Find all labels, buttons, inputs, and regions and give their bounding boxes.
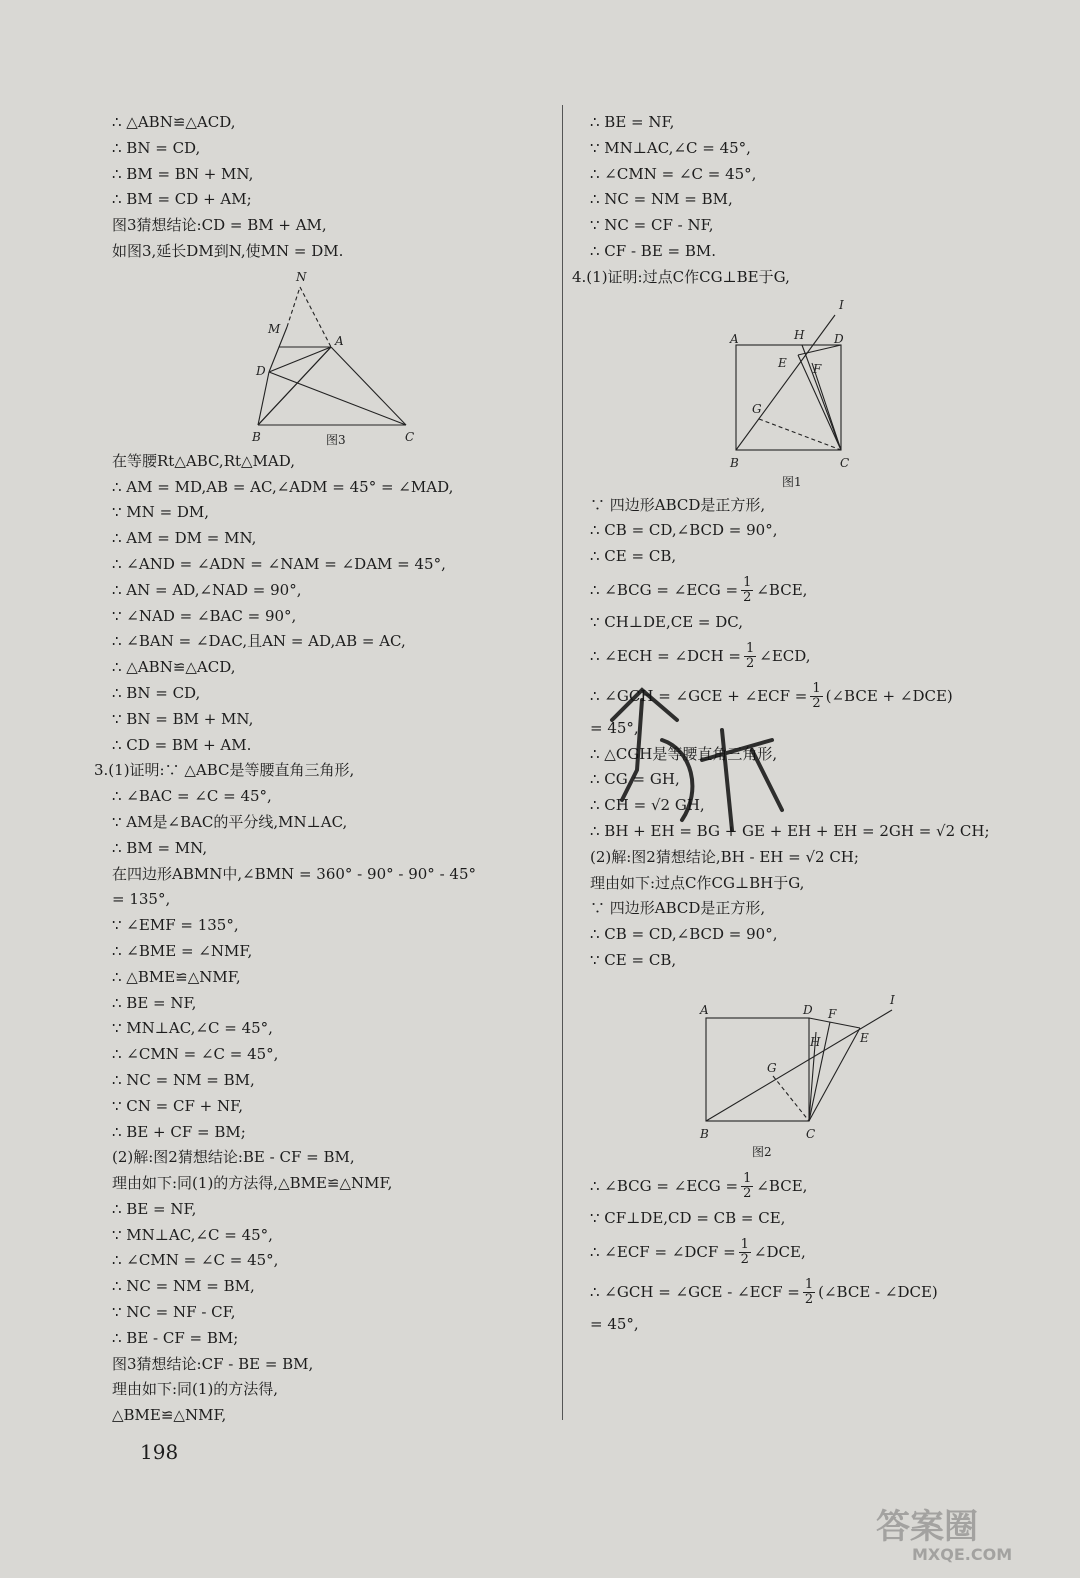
eq2-pre: ∴ ∠ECH = ∠DCH = — [590, 646, 741, 665]
fig3-label-m: M — [268, 321, 281, 336]
figure-2-diagram — [692, 986, 902, 1164]
text-line: ∴ BE = NF, — [112, 993, 197, 1012]
fig2-caption: 图2 — [752, 1144, 772, 1159]
fig1-label-a: A — [730, 331, 739, 346]
eq6-num: 1 — [804, 1277, 814, 1293]
text-line: ∵ NC = NF - CF, — [112, 1303, 236, 1322]
text-line: ∴ BH + EH = BG + GE + EH + EH = 2GH = √2 CH; — [590, 821, 990, 840]
fig3-label-b: B — [252, 429, 261, 444]
eq6-pre: ∴ ∠GCH = ∠GCE - ∠ECF = — [590, 1282, 800, 1301]
right-lines-a — [572, 110, 1032, 265]
eq3-den: 2 — [812, 696, 821, 712]
fig1-label-g: G — [752, 401, 762, 416]
figure-1-diagram — [722, 293, 872, 491]
line-end: = 45°, — [590, 1314, 639, 1333]
text-line: 理由如下:同(1)的方法得, — [112, 1380, 279, 1399]
eq5-fraction — [739, 1238, 751, 1267]
text-line: 图3猜想结论:CF - BE = BM, — [112, 1354, 314, 1373]
text-line: ∴ CF - BE = BM. — [590, 241, 717, 260]
text-line: ∵ 四边形ABCD是正方形, — [590, 899, 766, 918]
eq1-fraction — [741, 576, 753, 605]
text-line: ∴ ∠CMN = ∠C = 45°, — [112, 1045, 279, 1064]
eq1-post: ∠BCE, — [756, 580, 808, 599]
text-line: ∴ ∠BME = ∠NMF, — [112, 941, 253, 960]
eq1-pre: ∴ ∠BCG = ∠ECG = — [590, 580, 739, 599]
text-line: ∵ BN = BM + MN, — [112, 709, 254, 728]
eq4-fraction — [741, 1172, 753, 1201]
equation-5 — [572, 1232, 1032, 1272]
text-line: ∵ MN⊥AC,∠C = 45°, — [112, 1225, 273, 1244]
fig3-label-a: A — [335, 333, 344, 348]
text-line: ∴ CD = BM + AM. — [112, 735, 252, 754]
text-line: ∵ MN⊥AC,∠C = 45°, — [590, 138, 751, 157]
text-line: ∴ BM = CD + AM; — [112, 190, 252, 209]
left-lines-b — [112, 449, 557, 759]
fig1-label-c: C — [840, 455, 850, 470]
right-lines-b — [572, 493, 1032, 570]
site-logo-watermark — [872, 1502, 1062, 1564]
text-line: = 135°, — [112, 890, 171, 909]
eq5-num: 1 — [740, 1237, 749, 1253]
eq2-fraction — [744, 642, 756, 671]
text-line: 理由如下:同(1)的方法得,△BME≌△NMF, — [112, 1174, 393, 1193]
text-line: ∵ ∠NAD = ∠BAC = 90°, — [112, 606, 297, 625]
equation-4 — [572, 1166, 1032, 1206]
fig3-label-n: N — [296, 269, 307, 284]
text-line: ∴ BE - CF = BM; — [112, 1328, 239, 1347]
text-line: ∵ CN = CF + NF, — [112, 1096, 243, 1115]
fig2-label-f: F — [828, 1006, 837, 1021]
text-line: (2)解:图2猜想结论:BE - CF = BM, — [112, 1148, 355, 1167]
text-line: ∴ CE = CB, — [590, 547, 677, 566]
fig1-label-e: E — [778, 355, 787, 370]
text-line: ∴ ∠CMN = ∠C = 45°, — [590, 164, 757, 183]
left-lines-a — [112, 110, 557, 265]
stamp-text: 互助文档 — [582, 680, 586, 681]
text-line: ∴ △ABN≌△ACD, — [112, 658, 236, 677]
eq6-den: 2 — [804, 1292, 814, 1308]
text-line: 图3猜想结论:CD = BM + AM, — [112, 216, 327, 235]
text-line: ∴ △CGH是等腰直角三角形, — [590, 744, 778, 763]
text-line: ∴ NC = NM = BM, — [112, 1070, 255, 1089]
eq1-num: 1 — [743, 575, 752, 591]
figure-1 — [722, 293, 1032, 491]
text-line: ∴ AM = MD,AB = AC,∠ADM = 45° = ∠MAD, — [112, 477, 454, 496]
text-line: ∵ 四边形ABCD是正方形, — [590, 495, 766, 514]
equation-1 — [572, 570, 1032, 610]
handwritten-stamp-watermark — [582, 680, 802, 850]
figure-3-diagram — [242, 267, 415, 447]
text-line: 在四边形ABMN中,∠BMN = 360° - 90° - 90° - 45° — [112, 864, 476, 883]
eq2-num: 1 — [745, 641, 755, 657]
text-line: ∴ BM = MN, — [112, 838, 208, 857]
text-line: (2)解:图2猜想结论,BH - EH = √2 CH; — [590, 847, 859, 866]
fig2-label-a: A — [700, 1002, 709, 1017]
fig2-label-h: H — [810, 1034, 821, 1049]
q4-heading: 4.(1)证明:过点C作CG⊥BE于G, — [572, 267, 790, 286]
eq3-fraction — [810, 682, 822, 711]
fig2-label-e: E — [860, 1030, 869, 1045]
eq3-post: (∠BCE + ∠DCE) — [825, 686, 953, 705]
eq5-pre: ∴ ∠ECF = ∠DCF = — [590, 1242, 736, 1261]
eq5-post: ∠DCE, — [753, 1242, 806, 1261]
text-line: ∴ NC = NM = BM, — [590, 190, 733, 209]
text-line: ∴ AM = DM = MN, — [112, 529, 257, 548]
text-line: = 45°, — [590, 718, 639, 737]
fig3-caption: 图3 — [326, 432, 346, 447]
eq6-fraction — [803, 1278, 815, 1307]
logo-url: MXQE.COM — [912, 1545, 1013, 1564]
equation-2 — [572, 636, 1032, 676]
text-line: ∴ CB = CD,∠BCD = 90°, — [590, 521, 778, 540]
left-lines-c — [112, 784, 557, 1429]
text-line: ∴ CB = CD,∠BCD = 90°, — [590, 925, 778, 944]
text-line: 理由如下:过点C作CG⊥BH于G, — [590, 873, 805, 892]
fig2-label-g: G — [767, 1060, 777, 1075]
left-column — [94, 110, 557, 1429]
fig1-caption: 图1 — [782, 474, 802, 489]
eq3-num: 1 — [812, 681, 821, 697]
figure-2 — [692, 986, 1032, 1164]
fig1-label-d: D — [834, 331, 844, 346]
text-line: ∴ ∠AND = ∠ADN = ∠NAM = ∠DAM = 45°, — [112, 554, 446, 573]
text-line: ∴ CH = √2 GH, — [590, 796, 705, 815]
text-line: ∴ △BME≌△NMF, — [112, 967, 241, 986]
text-line: ∵ AM是∠BAC的平分线,MN⊥AC, — [112, 812, 348, 831]
text-line: ∴ △ABN≌△ACD, — [112, 113, 236, 131]
column-divider — [562, 105, 563, 1420]
text-line: ∴ AN = AD,∠NAD = 90°, — [112, 580, 302, 599]
text-line: ∴ ∠BAC = ∠C = 45°, — [112, 787, 272, 806]
line-cf: ∵ CF⊥DE,CD = CB = CE, — [590, 1208, 786, 1227]
eq2-post: ∠ECD, — [759, 646, 811, 665]
figure-3 — [242, 267, 557, 447]
eq4-pre: ∴ ∠BCG = ∠ECG = — [590, 1176, 739, 1195]
page-number: 198 — [140, 1440, 179, 1464]
fig2-label-c: C — [806, 1126, 816, 1141]
text-line: 在等腰Rt△ABC,Rt△MAD, — [112, 451, 296, 470]
fig1-label-h: H — [794, 327, 805, 342]
equation-6 — [572, 1272, 1032, 1312]
fig3-label-c: C — [405, 429, 415, 444]
fig1-label-b: B — [730, 455, 739, 470]
fig2-label-b: B — [700, 1126, 709, 1141]
text-line: ∴ ∠BAN = ∠DAC,且AN = AD,AB = AC, — [112, 632, 406, 651]
text-line: ∵ MN⊥AC,∠C = 45°, — [112, 1019, 273, 1038]
text-line: ∴ BE = NF, — [112, 1199, 197, 1218]
logo-main: 答案圈 — [876, 1507, 978, 1547]
fig1-label-f: F — [813, 361, 822, 376]
fig1-label-i: I — [839, 297, 844, 312]
eq4-post: ∠BCE, — [756, 1176, 808, 1195]
text-line: ∴ BM = BN + MN, — [112, 164, 254, 183]
eq3-pre: ∴ ∠GCH = ∠GCE + ∠ECF = — [590, 686, 808, 705]
text-line: ∵ MN = DM, — [112, 503, 210, 522]
eq1-den: 2 — [743, 590, 752, 606]
fig2-label-i: I — [890, 992, 895, 1007]
text-line: ∴ NC = NM = BM, — [112, 1277, 255, 1296]
eq6-post: (∠BCE - ∠DCE) — [818, 1282, 938, 1301]
eq5-den: 2 — [740, 1252, 749, 1268]
text-line: ∴ BE = NF, — [590, 113, 675, 131]
text-line: △BME≌△NMF, — [112, 1406, 227, 1425]
text-line: ∴ CG = GH, — [590, 770, 680, 789]
text-line: ∴ BN = CD, — [112, 138, 201, 157]
text-line: ∵ NC = CF - NF, — [590, 216, 714, 235]
text-line: ∴ ∠CMN = ∠C = 45°, — [112, 1251, 279, 1270]
eq4-num: 1 — [743, 1171, 752, 1187]
text-line: 如图3,延长DM到N,使MN = DM. — [112, 241, 344, 260]
text-line: ∵ CE = CB, — [590, 950, 677, 969]
text-line: ∵ ∠EMF = 135°, — [112, 916, 239, 935]
text-line: ∴ BN = CD, — [112, 683, 201, 702]
eq2-den: 2 — [745, 656, 755, 672]
q3-heading: 3.(1)证明:∵ △ABC是等腰直角三角形, — [94, 761, 355, 780]
text-line: ∴ BE + CF = BM; — [112, 1122, 246, 1141]
fig2-label-d: D — [803, 1002, 813, 1017]
line-ch: ∵ CH⊥DE,CE = DC, — [590, 612, 743, 631]
fig3-label-d: D — [256, 363, 266, 378]
eq4-den: 2 — [743, 1186, 752, 1202]
